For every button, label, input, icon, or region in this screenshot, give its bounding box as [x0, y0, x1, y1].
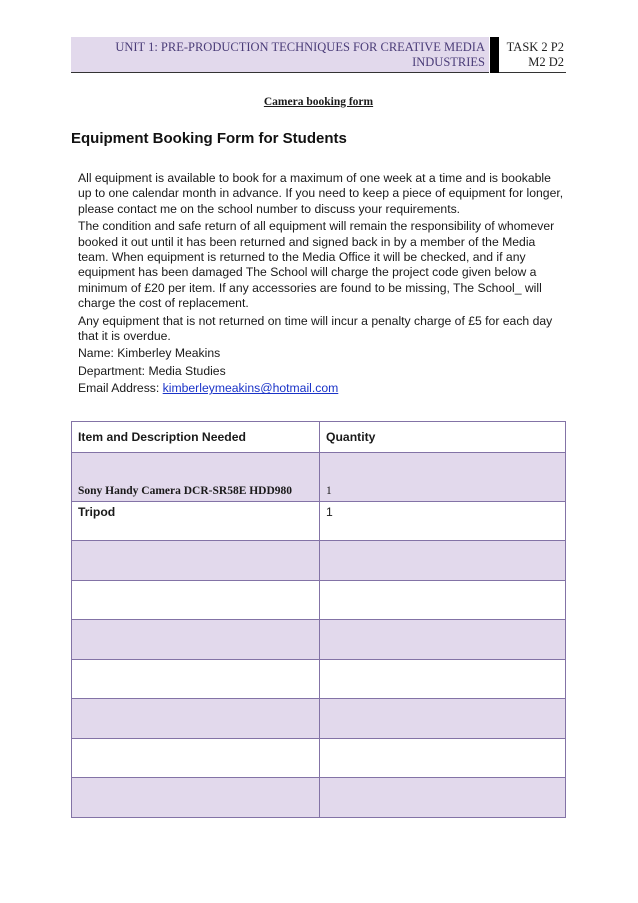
table-row: [72, 660, 566, 699]
item-cell[interactable]: Sony Handy Camera DCR-SR58E HDD980: [72, 453, 320, 502]
task-label-line2: M2 D2: [528, 55, 564, 69]
table-header-row: [72, 422, 566, 453]
item-cell[interactable]: [72, 581, 320, 620]
quantity-cell[interactable]: 1: [320, 453, 566, 502]
quantity-cell[interactable]: [320, 739, 566, 778]
header-item-description: Item and Description Needed: [72, 422, 320, 453]
header-quantity: Quantity: [320, 422, 566, 453]
paragraph-responsibility: The condition and safe return of all equipment will remain the responsibility of whomever booked it out until it has been returned and signed back in by a member of the Media team. When equipment is returned to the Media Office it will be checked, and if any equipment has been damaged The School will charge the project code given below a minimum of £20 per item. If any accessories are found to be missing, The School_ will charge the cost of replacement.: [78, 219, 555, 311]
table-row: [72, 778, 566, 818]
quantity-cell[interactable]: [320, 541, 566, 581]
paragraph-penalty: Any equipment that is not returned on time will incur a penalty charge of £5 for each day that it is overdue.: [78, 313, 553, 344]
email-label: Email Address:: [78, 381, 163, 396]
item-cell[interactable]: [72, 699, 320, 739]
item-cell[interactable]: [72, 739, 320, 778]
quantity-cell[interactable]: [320, 699, 566, 739]
item-cell[interactable]: [72, 620, 320, 660]
table-row: [72, 739, 566, 778]
email-link[interactable]: kimberleymeakins@hotmail.com: [162, 381, 339, 396]
department-line: Department: Media Studies: [78, 363, 226, 378]
equipment-table: [71, 421, 566, 818]
table-row: [72, 581, 566, 620]
unit-title-box: [71, 37, 489, 73]
quantity-cell[interactable]: [320, 778, 566, 818]
item-cell[interactable]: [72, 778, 320, 818]
unit-title-line2: INDUSTRIES: [412, 55, 485, 69]
task-label-box: [499, 37, 566, 73]
form-subtitle: Camera booking form: [263, 96, 374, 108]
item-cell[interactable]: Tripod: [72, 502, 320, 541]
item-cell[interactable]: [72, 541, 320, 581]
table-row: [72, 502, 566, 541]
quantity-cell[interactable]: [320, 660, 566, 699]
unit-title-line1: UNIT 1: PRE-PRODUCTION TECHNIQUES FOR CREATIVE MEDIA: [115, 40, 485, 54]
page-title: Equipment Booking Form for Students: [71, 130, 347, 147]
header-divider-bar: [490, 37, 499, 73]
name-line: Name: Kimberley Meakins: [78, 346, 221, 361]
item-cell[interactable]: [72, 660, 320, 699]
table-row: [72, 699, 566, 739]
quantity-cell[interactable]: 1: [320, 502, 566, 541]
quantity-cell[interactable]: [320, 581, 566, 620]
page-header: [71, 37, 566, 73]
email-line: [78, 381, 566, 396]
body-text: [78, 171, 566, 399]
quantity-cell[interactable]: [320, 620, 566, 660]
paragraph-availability: All equipment is available to book for a maximum of one week at a time and is bookable up to one calendar month in advance. If you need to keep a piece of equipment for longer, please contact me on the school number to discuss your requirements.: [78, 171, 564, 216]
table-row: [72, 453, 566, 502]
table-row: [72, 541, 566, 581]
task-label-line1: TASK 2 P2: [506, 40, 564, 54]
table-row: [72, 620, 566, 660]
